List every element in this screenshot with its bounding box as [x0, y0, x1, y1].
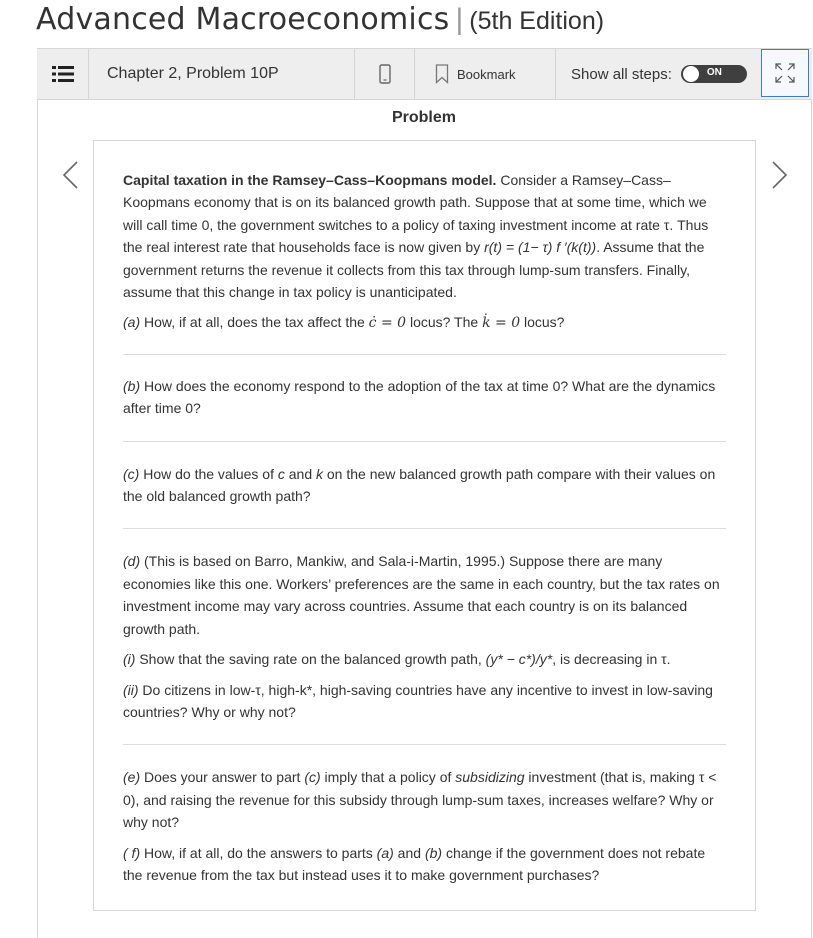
chapter-problem-label: Chapter 2, Problem 10P: [89, 49, 355, 99]
problem-title: Capital taxation in the Ramsey–Cass–Koopmans model.: [123, 172, 497, 188]
part-a: (a) How, if at all, does the tax affect the ċ = 0 locus? The k̇ = 0 locus?: [123, 314, 565, 332]
book-name: Advanced Macroeconomics: [36, 2, 450, 37]
section-heading: Problem: [391, 109, 456, 126]
previous-arrow-icon[interactable]: [60, 160, 80, 190]
c-dot-formula: ċ = 0: [368, 315, 407, 332]
chapter-list-button[interactable]: [37, 49, 89, 99]
saving-rate-formula: (y* − c*)/y*: [485, 651, 553, 668]
title-separator: |: [455, 3, 464, 36]
mobile-view-button[interactable]: [355, 49, 415, 99]
interest-rate-formula: r(t) = (1− τ) f ′(k(t)): [484, 239, 597, 256]
part-b: (b) How does the economy respond to the adoption of the tax at time 0? What are the dynamics after time 0?: [123, 377, 716, 417]
toolbar: [37, 48, 812, 100]
list-icon: [52, 65, 74, 83]
toggle-state-label: ON: [706, 67, 722, 78]
part-f: ( f) How, if at all, do the answers to parts (a) and (b) change if the government does not rebate the revenue from the tax but instead uses it to make government purchases?: [123, 844, 706, 883]
mobile-phone-icon: [379, 64, 391, 84]
toggle-knob: [683, 66, 699, 82]
show-steps-toggle[interactable]: [681, 65, 747, 83]
part-c: (c) How do the values of c and k on the new balanced growth path compare with their values on the old balanced growth path?: [123, 465, 716, 505]
problem-intro: Capital taxation in the Ramsey–Cass–Koopmans model. Consider a Ramsey–Cass–Koopmans economy that is on its balanced growth path. Suppose that at some time, which we will call time 0, the government switches to a policy of taxing investment income at rate τ. Thus the real interest rate that households face is now given by r(t) = (1− τ) f ′(k(t)). Assume that the government returns the revenue it collects from this tax through lump-sum transfers. Finally, assume that this change in tax policy is unanticipated.: [123, 172, 709, 301]
k-dot-formula: k̇ = 0: [482, 315, 521, 332]
book-title: [36, 0, 604, 41]
next-arrow-icon[interactable]: [770, 160, 790, 190]
bookmark-icon: [435, 64, 449, 84]
part-e: (e) Does your answer to part (c) imply that a policy of subsidizing investment (that is, making τ < 0), and raising the revenue for this subsidy through lump-sum taxes, increases welfare? Why or why not?: [123, 769, 717, 831]
part-d-ii: (ii) Do citizens in low-τ, high-k*, high-saving countries have any incentive to invest in low-saving countries? Why or why not?: [123, 681, 713, 720]
show-steps-label: Show all steps:: [571, 65, 672, 83]
show-all-steps: [556, 49, 763, 99]
part-d-i: (i) Show that the saving rate on the balanced growth path, (y* − c*)/y*, is decreasing in τ.: [123, 651, 671, 668]
part-d: (d) (This is based on Barro, Mankiw, and Sala-i-Martin, 1995.) Suppose there are many economies like this one. Workers’ preferences are the same in each country, but the tax rates on investment income may vary across countries. Assume that each country is on its balanced growth path.: [123, 553, 720, 637]
problem-content: [123, 169, 726, 886]
expand-icon: [774, 62, 796, 84]
book-edition: (5th Edition): [469, 7, 605, 35]
bookmark-button[interactable]: [415, 49, 556, 99]
fullscreen-button[interactable]: [761, 49, 809, 97]
bookmark-label: Bookmark: [457, 66, 516, 82]
